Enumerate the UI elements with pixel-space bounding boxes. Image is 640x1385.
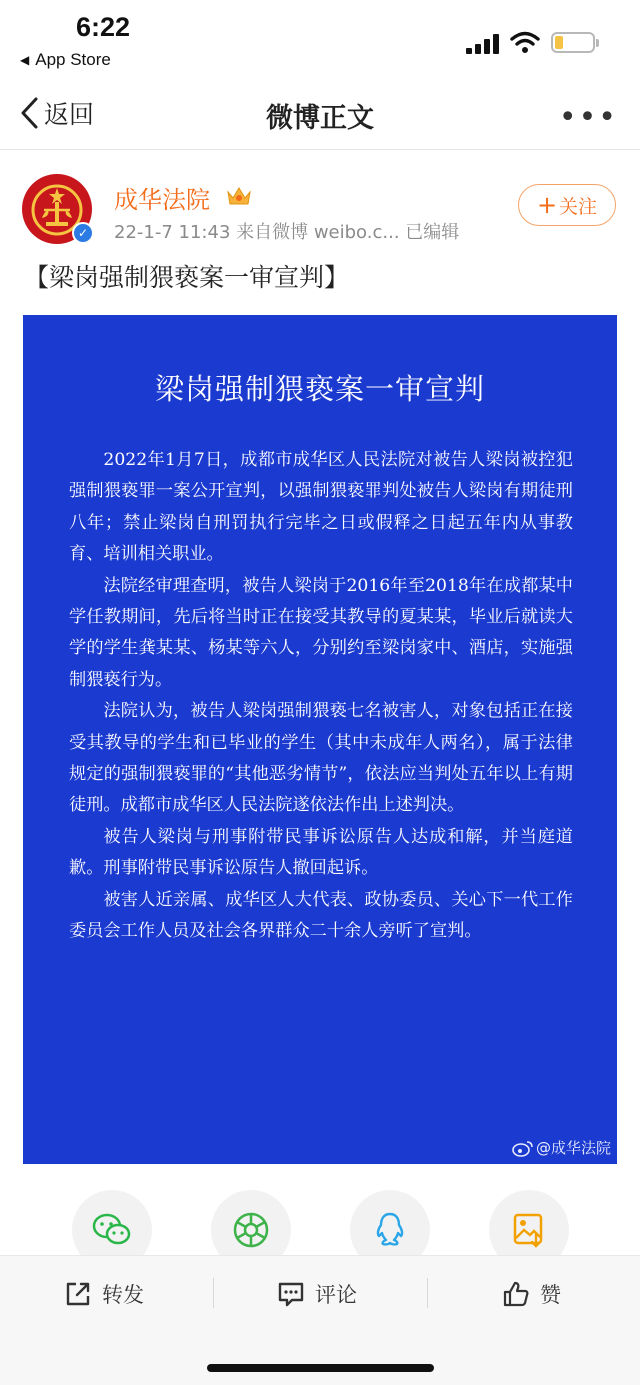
plus-icon: +: [536, 191, 558, 219]
follow-label: 关注: [559, 195, 598, 218]
repost-button[interactable]: [64, 1272, 144, 1316]
follow-button[interactable]: [518, 184, 616, 226]
image-paragraph: 被告人梁岗与刑事附带民事诉讼原告人达成和解，并当庭道歉。刑事附带民事诉讼原告人撤回起诉。: [69, 826, 573, 879]
cellular-signal-icon: [466, 34, 500, 54]
member-crown-icon: [226, 184, 252, 208]
save-image-icon: [512, 1212, 546, 1248]
page-title: 微博正文: [266, 103, 374, 134]
image-heading: 梁岗强制猥亵案一审宣判: [154, 372, 485, 406]
author-name[interactable]: 成华法院: [114, 186, 210, 214]
wechat-icon: [91, 1212, 133, 1248]
like-button[interactable]: [502, 1272, 561, 1316]
divider: [427, 1278, 428, 1308]
back-triangle-icon: ◀: [20, 53, 30, 67]
comment-button[interactable]: [277, 1272, 357, 1316]
share-row: [0, 1190, 640, 1260]
back-button[interactable]: [18, 95, 94, 131]
battery-icon: [551, 32, 595, 53]
post-image[interactable]: [23, 315, 617, 1164]
status-time: 6:22: [76, 12, 131, 42]
weibo-watermark: [512, 1137, 611, 1158]
chevron-left-icon: [18, 96, 40, 130]
home-indicator[interactable]: [207, 1364, 434, 1372]
action-bar: [0, 1255, 640, 1385]
post-title: 【梁岗强制猥亵案一审宣判】: [24, 263, 350, 292]
moments-icon: [232, 1211, 270, 1249]
battery-level: [555, 36, 563, 49]
post-meta: 22-1-7 11:43 来自微博 weibo.c... 已编辑: [114, 222, 460, 243]
qq-penguin-icon: [373, 1211, 407, 1249]
nav-bar: [0, 80, 640, 150]
repost-icon: [64, 1280, 92, 1308]
post-header: [0, 170, 640, 250]
back-app-label: App Store: [35, 50, 111, 69]
image-paragraph: 2022年1月7日，成都市成华区人民法院对被告人梁岗被控犯强制猥亵罪一案公开宣判，以强制猥亵罪判处被告人梁岗有期徒刑八年；禁止梁岗自刑罚执行完毕之日或假释之日起五年内从事教育、培训相关职业。: [69, 450, 573, 565]
thumbs-up-icon: [502, 1280, 530, 1308]
status-bar: [0, 0, 640, 80]
wifi-icon: [510, 30, 540, 54]
back-to-app-store[interactable]: [20, 50, 111, 70]
back-label: 返回: [44, 100, 95, 129]
image-paragraph: 法院经审理查明，被告人梁岗于2016年至2018年在成都某中学任教期间，先后将当时正在接受其教导的夏某某，毕业后就读大学的学生龚某某、杨某等六人，分别约至梁岗家中、酒店，实施强制猥亵行为。: [69, 575, 573, 690]
comment-label: 评论: [315, 1283, 357, 1307]
image-paragraph: 法院认为，被告人梁岗强制猥亵七名被害人，对象包括正在接受其教导的学生和已毕业的学生（其中未成年人两名），属于法律规定的强制猥亵罪的“其他恶劣情节”，依法应当判处五年以上有期徒刑。成都市成华区人民法院遂依法作出上述判决。: [69, 701, 573, 816]
repost-label: 转发: [102, 1283, 144, 1307]
image-body: [69, 445, 573, 948]
divider: [213, 1278, 214, 1308]
image-paragraph: 被害人近亲属、成华区人大代表、政协委员、关心下一代工作委员会工作人员及社会各界群众二十余人旁听了宣判。: [69, 889, 573, 942]
like-label: 赞: [540, 1283, 561, 1307]
verified-badge-icon: ✓: [72, 222, 94, 244]
more-dots-icon[interactable]: •••: [558, 100, 618, 135]
comment-icon: [277, 1280, 305, 1308]
weibo-logo-icon: [512, 1139, 534, 1157]
watermark-text: @成华法院: [535, 1139, 611, 1157]
